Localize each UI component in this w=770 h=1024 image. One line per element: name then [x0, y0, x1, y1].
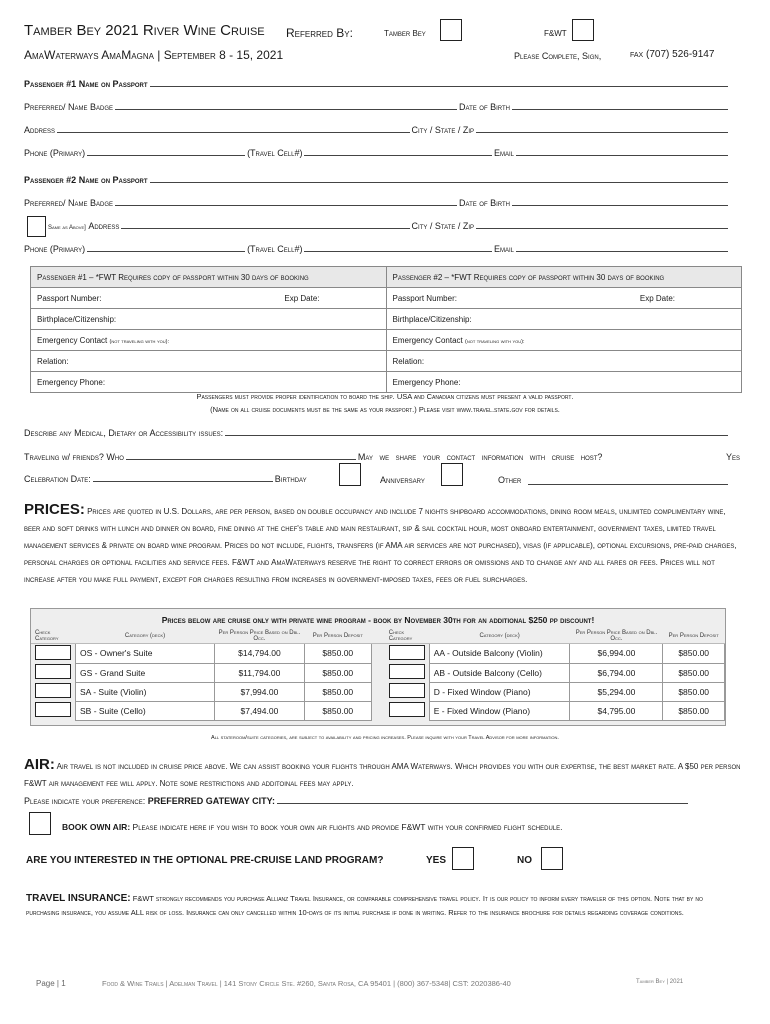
passport-col2-header: Passenger #2 – *FWT Requires copy of passport within 30 days of booking — [386, 267, 742, 288]
referred-by-label: Referred By: — [286, 26, 353, 40]
p2-email-label: Email — [493, 244, 514, 254]
sa-checkbox[interactable] — [35, 683, 71, 698]
p1-name-label: Passenger #1 Name on Passport — [24, 79, 148, 89]
p2-address-row — [48, 220, 730, 231]
p1-city-field[interactable] — [476, 124, 728, 133]
book-own-air-label: BOOK OWN AIR: — [62, 822, 131, 832]
p1-phone-label: Phone (Primary) — [24, 148, 86, 158]
book-own-air-text: Please indicate here if you wish to book your own air flights and provide F&WT with your confirmed flight schedule. — [132, 822, 563, 832]
deposit-header-left: Per Person Deposit — [304, 629, 371, 644]
category-cell: SB - Suite (Cello) — [76, 701, 215, 720]
book-own-air-row — [62, 822, 563, 832]
p2-emergency-contact-label: Emergency Contact — [392, 335, 463, 345]
traveling-field[interactable] — [126, 451, 356, 460]
share-contact-label: May we share your contact information with cruise host? — [357, 452, 603, 462]
p1-email-label: Email — [493, 148, 514, 158]
p2-badge-label: Preferred/ Name Badge — [24, 198, 114, 208]
form-title: Tamber Bey 2021 River Wine Cruise — [24, 22, 265, 39]
gs-checkbox[interactable] — [35, 664, 71, 679]
p2-relation-label: Relation: — [392, 356, 425, 366]
p2-emergency-phone-label: Emergency Phone: — [392, 377, 461, 387]
category-cell: AB - Outside Balcony (Cello) — [429, 663, 570, 682]
anniversary-label: Anniversary — [380, 475, 425, 485]
other-field[interactable] — [528, 484, 728, 485]
p1-badge-row — [24, 101, 730, 112]
fwt-label: F&WT — [544, 29, 567, 38]
price-row — [31, 644, 725, 664]
price-cell: $7,994.00 — [215, 682, 305, 701]
passport-col1-header: Passenger #1 – *FWT Requires copy of passport within 30 days of booking — [31, 267, 387, 288]
air-heading: AIR: — [24, 756, 55, 773]
deposit-cell: $850.00 — [304, 701, 371, 720]
d-checkbox[interactable] — [389, 683, 425, 698]
p2-address-label: Address — [88, 221, 120, 231]
p2-emergency-phone-cell[interactable] — [386, 372, 742, 393]
p1-dob-field[interactable] — [512, 101, 728, 110]
p1-relation-cell[interactable] — [31, 351, 387, 372]
p1-phone-field[interactable] — [87, 147, 245, 156]
celebration-label: Celebration Date: — [24, 474, 91, 484]
check-header-left: Check Category — [31, 629, 76, 644]
category-header-left: Category (deck) — [76, 629, 215, 644]
price-cell: $11,794.00 — [215, 663, 305, 682]
passport-table — [30, 266, 742, 393]
p2-name-label: Passenger #2 Name on Passport — [24, 175, 148, 185]
page-number: Page | 1 — [36, 979, 66, 988]
p2-relation-cell[interactable] — [386, 351, 742, 372]
land-program-question: ARE YOU INTERESTED IN THE OPTIONAL PRE-CRUISE LAND PROGRAM? — [26, 855, 384, 866]
p2-phone-label: Phone (Primary) — [24, 244, 86, 254]
price-cell: $4,795.00 — [570, 701, 663, 720]
category-cell: SA - Suite (Violin) — [76, 682, 215, 701]
p2-phone-field[interactable] — [87, 243, 245, 252]
price-table — [31, 629, 725, 721]
p1-birthplace-cell[interactable] — [31, 309, 387, 330]
price-header-left: Per Person Price Based on Dbl. Occ. — [215, 629, 305, 644]
prices-text: Prices are quoted in U.S. Dollars, are per person, based on double occupancy and include 7 nights shipboard accommodations, dining room meals, unlimited complimentary wine, beer and soft drinks with lunch and dinner on board, fine dining at the chef's table and main restaurant, sip & sail cocktail hour, most onboard entertainment, government taxes, limited travel management services & private on board wine program. Prices do not include, flights, transfers (if AMA air services are not purchased), visas (if applicable), optional excursions, pre-paid charges, personal charges or optional facilities and service fees. F&WT and AmaWaterways reserve the right to correct errors or omissions and to change any and all fares or fees. Prices will not increase after you make full payment, except for charges resulting from increases in government-imposed taxes, fees or fuel surcharges. — [24, 507, 737, 584]
price-table-footnote: All stateroom/suite categories, are subject to availability and pricing increases. Please inquire with your Travel Advisor for more information. — [211, 735, 559, 741]
p1-badge-field[interactable] — [115, 101, 457, 110]
other-label: Other — [498, 475, 522, 485]
p1-address-row — [24, 124, 730, 135]
p1-emergency-phone-cell[interactable] — [31, 372, 387, 393]
p1-not-traveling-note: (not traveling with you): — [109, 338, 169, 345]
p2-emergency-contact-cell[interactable] — [386, 330, 742, 351]
p2-name-field[interactable] — [150, 174, 728, 183]
footer-tag: Tamber Bey | 2021 — [636, 979, 684, 985]
p1-address-label: Address — [24, 125, 56, 135]
category-cell: OS - Owner's Suite — [76, 644, 215, 664]
p2-dob-label: Date of Birth — [459, 198, 510, 208]
category-cell: AA - Outside Balcony (Violin) — [429, 644, 570, 664]
deposit-cell: $850.00 — [663, 663, 725, 682]
p1-badge-label: Preferred/ Name Badge — [24, 102, 114, 112]
air-preference-label: Please indicate your preference: — [24, 796, 146, 806]
deposit-cell: $850.00 — [663, 644, 725, 664]
price-cell: $6,994.00 — [570, 644, 663, 664]
medical-label: Describe any Medical, Dietary or Accessibility issues: — [24, 428, 224, 438]
price-cell: $7,494.00 — [215, 701, 305, 720]
aa-checkbox[interactable] — [389, 645, 425, 660]
price-row — [31, 663, 725, 682]
medical-field[interactable] — [225, 427, 728, 436]
p1-passport-number-cell[interactable] — [31, 288, 387, 309]
p1-exp-date-label: Exp Date: — [284, 293, 320, 303]
ab-checkbox[interactable] — [389, 664, 425, 679]
p2-badge-row — [24, 197, 730, 208]
insurance-paragraph — [26, 892, 738, 920]
p1-emergency-phone-label: Emergency Phone: — [37, 377, 106, 387]
price-row — [31, 682, 725, 701]
cruise-subtitle: AmaWaterways AmaMagna | September 8 - 15, 2021 — [24, 48, 284, 62]
p2-cell-field[interactable] — [304, 243, 492, 252]
fwt-checkbox[interactable] — [572, 19, 594, 41]
prices-heading: PRICES: — [24, 501, 85, 518]
celebration-field[interactable] — [93, 473, 273, 482]
p2-email-field[interactable] — [516, 243, 728, 252]
price-cell: $5,294.00 — [570, 682, 663, 701]
deposit-header-right: Per Person Deposit — [663, 629, 725, 644]
p2-passport-number-label: Passport Number: — [392, 293, 457, 303]
fax-number: fax (707) 526-9147 — [630, 49, 715, 60]
share-yes-label: Yes — [725, 452, 740, 462]
birthday-checkbox[interactable] — [339, 463, 361, 486]
p2-not-traveling-note: (not traveling with you): — [465, 338, 525, 345]
e-checkbox[interactable] — [389, 702, 425, 717]
p2-birthplace-cell[interactable] — [386, 309, 742, 330]
tamber-bey-label: Tamber Bey — [384, 29, 426, 38]
tamber-bey-checkbox[interactable] — [440, 19, 462, 41]
anniversary-checkbox[interactable] — [441, 463, 463, 486]
p1-city-label: City / State / Zip — [411, 125, 474, 135]
price-table-panel — [30, 608, 726, 726]
footer-company: Food & Wine Trails | Adelman Travel | 141 Stony Circle Ste. #260, Santa Rosa, CA 95401 | (800) 367-5348| CST: 2020386-40 — [102, 979, 511, 988]
same-as-above-checkbox[interactable] — [27, 216, 46, 237]
p1-passport-number-label: Passport Number: — [37, 293, 102, 303]
price-cell: $6,794.00 — [570, 663, 663, 682]
p1-cell-label: (Travel Cell#) — [247, 148, 303, 158]
p2-badge-field[interactable] — [115, 197, 457, 206]
land-no-label: NO — [517, 855, 532, 866]
deposit-cell: $850.00 — [304, 644, 371, 664]
p1-dob-label: Date of Birth — [459, 102, 510, 112]
air-paragraph — [24, 756, 744, 792]
p2-passport-number-cell[interactable] — [386, 288, 742, 309]
price-table-title: Prices below are cruise only with private wine program - book by November 30th for an additional $250 pp discount! — [161, 615, 595, 625]
p2-exp-date-label: Exp Date: — [639, 293, 675, 303]
traveling-row — [24, 451, 740, 462]
p1-relation-label: Relation: — [37, 356, 69, 366]
p1-email-field[interactable] — [516, 147, 728, 156]
p1-name-row — [24, 78, 730, 89]
category-cell: E - Fixed Window (Piano) — [429, 701, 570, 720]
p2-city-label: City / State / Zip — [411, 221, 474, 231]
p1-birthplace-label: Birthplace/Citizenship: — [37, 314, 117, 324]
prices-paragraph — [24, 501, 744, 588]
land-yes-checkbox[interactable] — [452, 847, 474, 870]
book-own-air-checkbox[interactable] — [29, 812, 51, 835]
p1-phone-row — [24, 147, 730, 158]
p2-name-row — [24, 174, 730, 185]
p1-emergency-contact-label: Emergency Contact — [37, 335, 108, 345]
gateway-label: PREFERRED GATEWAY CITY: — [147, 796, 275, 806]
check-header-right: Check Category — [385, 629, 430, 644]
p1-cell-field[interactable] — [304, 147, 492, 156]
os-checkbox[interactable] — [35, 645, 71, 660]
medical-row — [24, 427, 730, 438]
gateway-row — [24, 795, 690, 806]
price-row — [31, 701, 725, 720]
p2-dob-field[interactable] — [512, 197, 728, 206]
traveling-label: Traveling w/ friends? Who — [24, 452, 124, 462]
sb-checkbox[interactable] — [35, 702, 71, 717]
instructions-text: Please Complete, Sign, — [514, 51, 602, 61]
deposit-cell: $850.00 — [663, 701, 725, 720]
p2-cell-label: (Travel Cell#) — [247, 244, 303, 254]
p1-emergency-contact-cell[interactable] — [31, 330, 387, 351]
id-notice-line2: (Name on all cruise documents must be the same as your passport.) Please visit www.travel.state.gov for details. — [210, 405, 560, 414]
insurance-text: F&WT strongly recommends you purchase Allianz Travel Insurance, or comparable comprehensive travel policy. It is our policy to inform every traveler of this option. Note that by no purchasing insurance, you assume ALL risk of loss. Insurance can only cancelled within 10-days of its initial purchase if done in writing. Refer to the insurance brochure for details regarding coverage conditions. — [26, 894, 703, 917]
p2-phone-row — [24, 243, 730, 254]
p2-city-field[interactable] — [476, 220, 728, 229]
air-text: Air travel is not included in cruise price above. We can assist booking your flights through AMA Waterways. Which provides you with our expertise, the best market rate. A $50 per person F&WT air management fee will apply. Note some restrictions and additoinal fees may apply. — [24, 762, 741, 788]
land-yes-label: YES — [426, 855, 447, 866]
category-cell: GS - Grand Suite — [76, 663, 215, 682]
same-as-above-label: Same as Above] — [48, 225, 86, 231]
p1-name-field[interactable] — [150, 78, 728, 87]
price-header-right: Per Person Price Based on Dbl. Occ. — [570, 629, 663, 644]
deposit-cell: $850.00 — [304, 663, 371, 682]
land-no-checkbox[interactable] — [541, 847, 563, 870]
deposit-cell: $850.00 — [663, 682, 725, 701]
deposit-cell: $850.00 — [304, 682, 371, 701]
p2-address-field[interactable] — [121, 220, 409, 229]
p2-birthplace-label: Birthplace/Citizenship: — [392, 314, 472, 324]
id-notice-line1: Passengers must provide proper identification to board the ship. USA and Canadian citizens must present a valid passport. — [196, 392, 574, 401]
gateway-field[interactable] — [277, 795, 688, 804]
price-cell: $14,794.00 — [215, 644, 305, 664]
birthday-label: Birthday — [274, 474, 307, 484]
category-cell: D - Fixed Window (Piano) — [429, 682, 570, 701]
category-header-right: Category (deck) — [429, 629, 570, 644]
p1-address-field[interactable] — [57, 124, 410, 133]
insurance-heading: TRAVEL INSURANCE: — [26, 893, 131, 904]
celebration-row — [24, 473, 730, 484]
